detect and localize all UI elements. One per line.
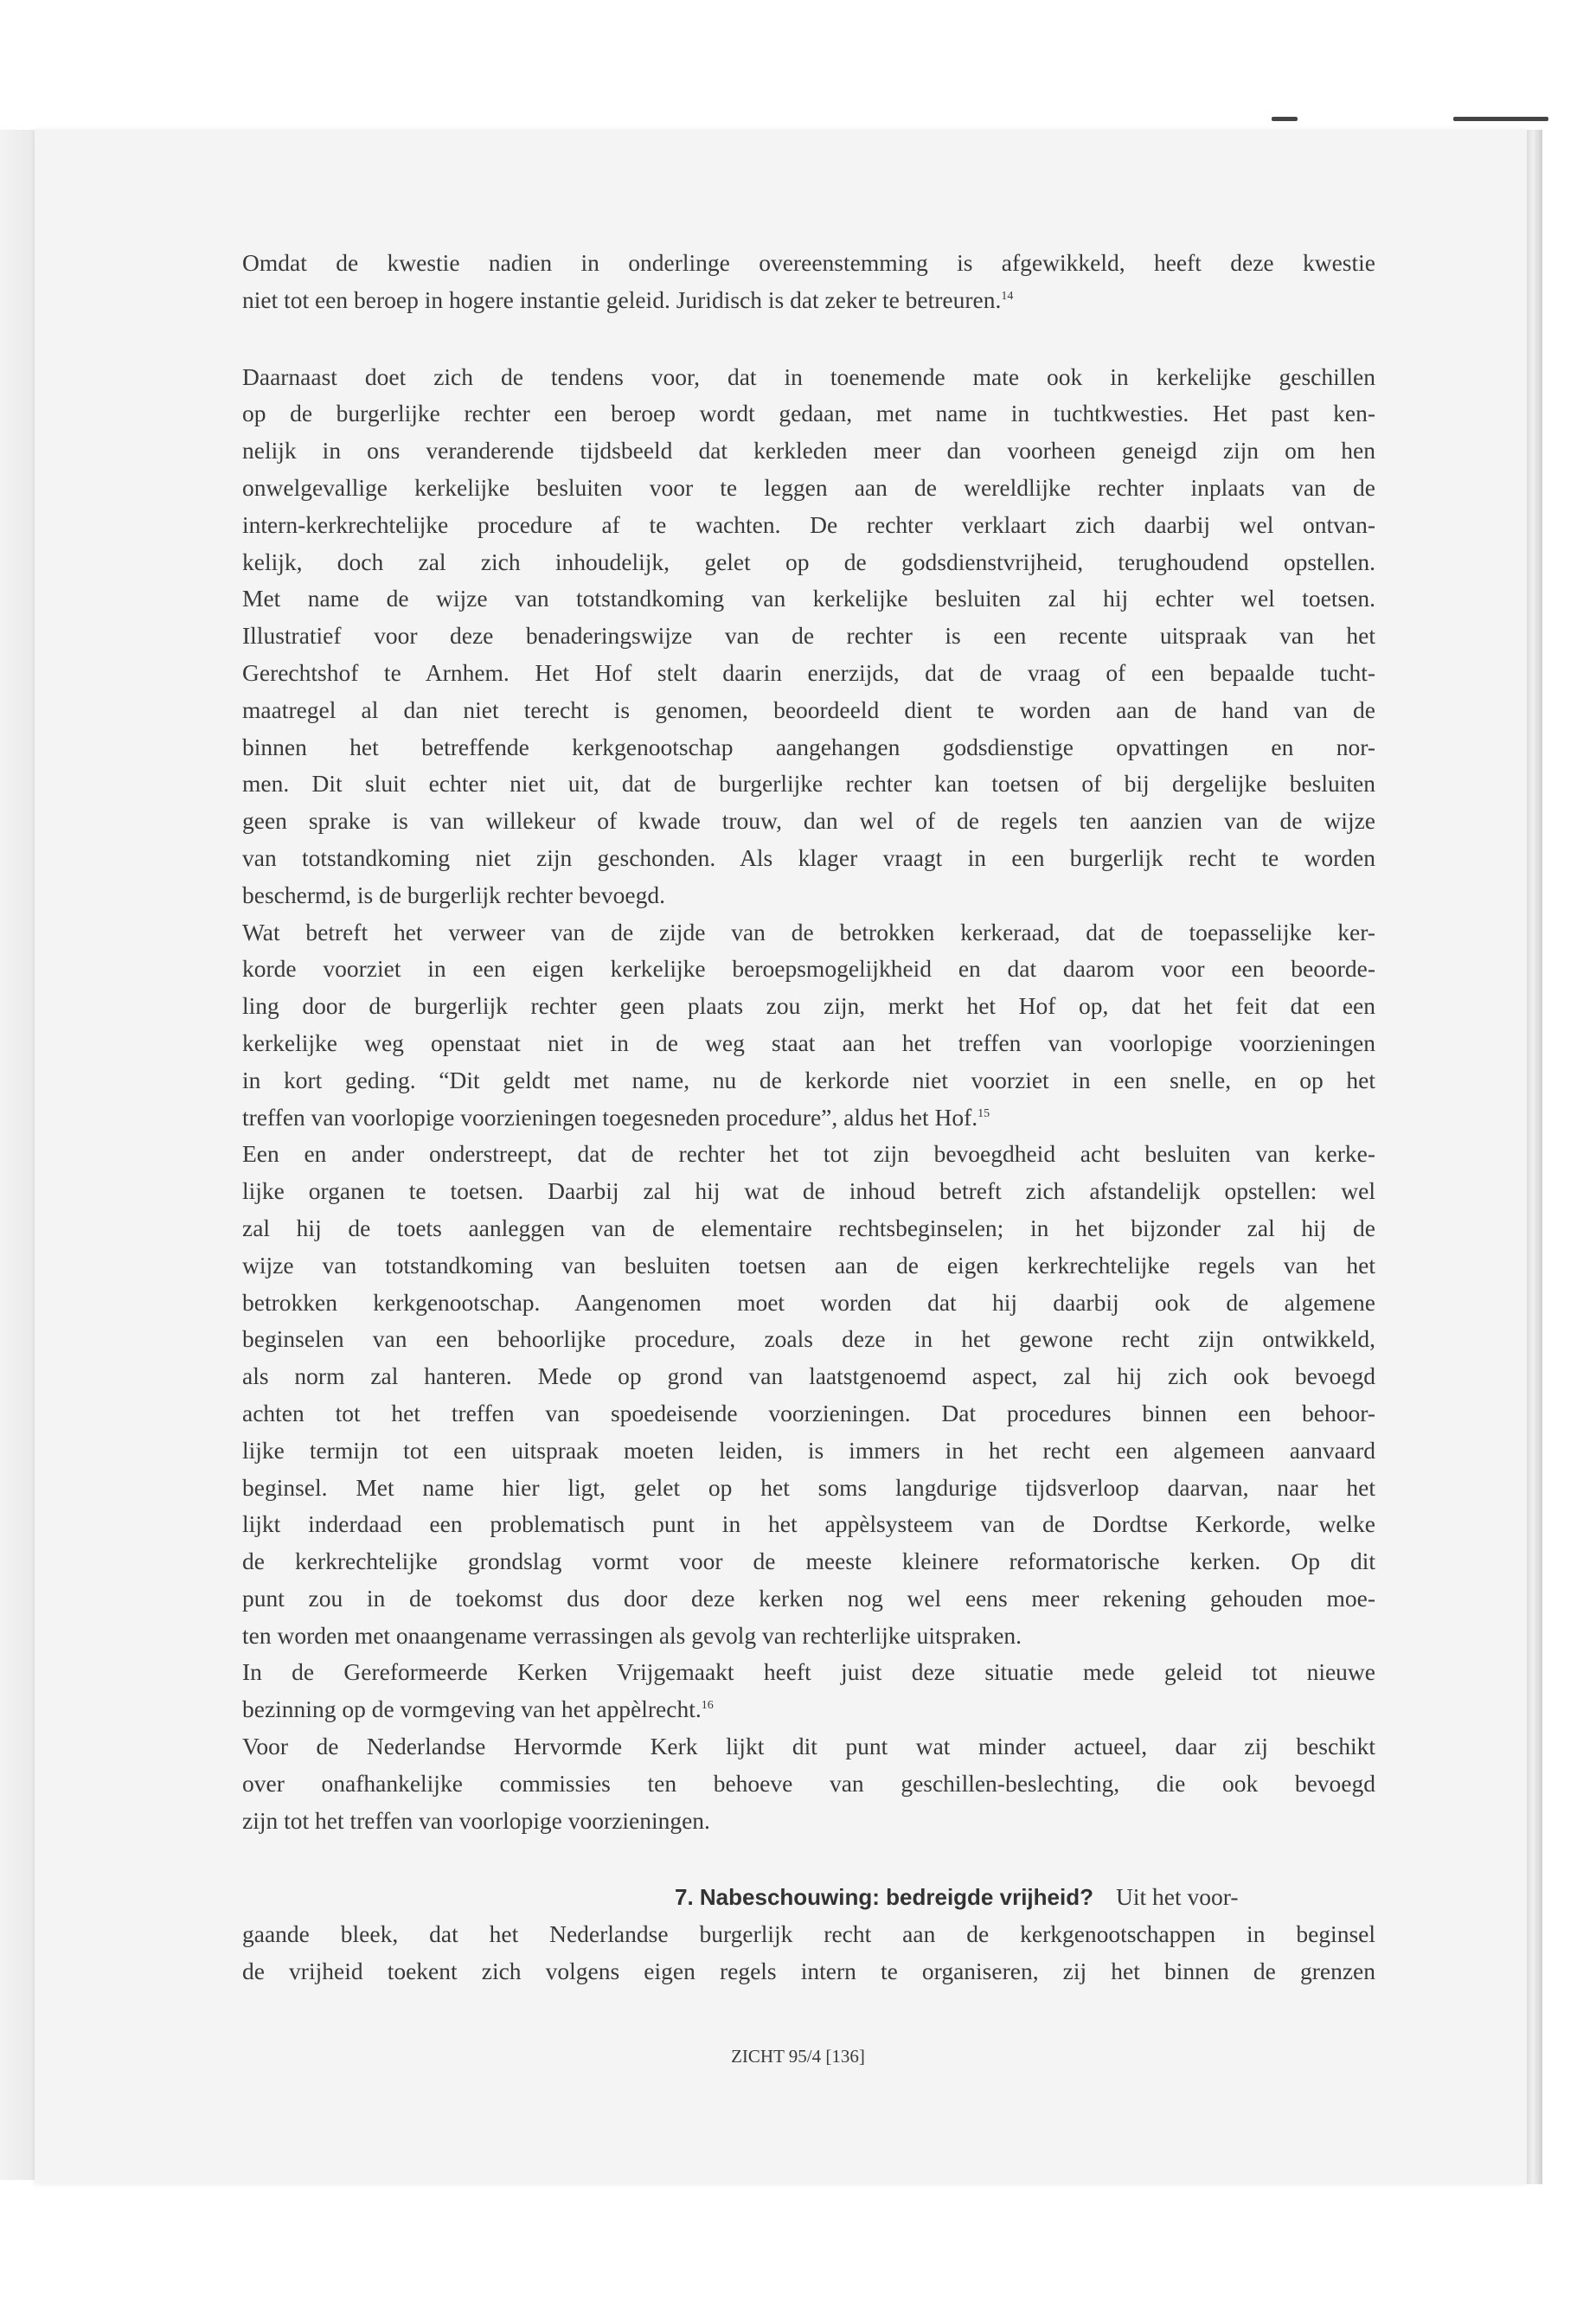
text-line: de kerkrechtelijke grondslag vormt voor de meeste kleinere reformatorische kerken. Op dit [242,1548,1375,1575]
text-line: als norm zal hanteren. Mede op grond van laatstgenoemd aspect, zal hij zich ook bevoegd [242,1362,1375,1390]
text-line: intern-kerkrechtelijke procedure af te wachten. De rechter verklaart zich daarbij wel ontvan- [242,510,1375,538]
text-line: Wat betreft het verweer van de zijde van de betrokken kerkeraad, dat de toepasselijke ker- [242,918,1375,945]
text-line: beginselen van een behoorlijke procedure, zoals deze in het gewone recht zijn ontwikkeld, [242,1325,1375,1353]
paragraph [242,359,1375,914]
text-line: beschermd, is de burgerlijk rechter bevoegd. [242,881,665,908]
text-line: nelijk in ons veranderende tijdsbeeld dat kerkleden meer dan voorheen geneigd zijn om hen [242,437,1375,465]
paragraph [242,245,1375,319]
text-line: korde voorziet in een eigen kerkelijke beroepsmogelijkheid en dat daarom voor een beoorde- [242,955,1375,983]
text-line: Gerechtshof te Arnhem. Het Hof stelt daarin enerzijds, dat de vraag of een bepaalde tucht- [242,658,1375,686]
text-line: op de burgerlijke rechter een beroep wordt gedaan, met name in tuchtkwesties. Het past ken- [242,400,1375,427]
footnote-marker: 14 [1001,289,1014,303]
text-line: kelijk, doch zal zich inhoudelijk, gelet op de godsdienstvrijheid, terughoudend opstellen. [242,548,1375,575]
page-footer: ZICHT 95/4 [136] [731,2046,865,2067]
text-line: binnen het betreffende kerkgenootschap aangehangen godsdienstige opvattingen en nor- [242,733,1375,760]
section-first-line [242,1879,1375,1916]
text-line: ling door de burgerlijk rechter geen plaats zou zijn, merkt het Hof op, dat het feit dat een [242,992,1375,1020]
paragraph [242,914,1375,1137]
paragraph [242,1654,1375,1728]
text-line: Omdat de kwestie nadien in onderlinge overeenstemming is afgewikkeld, heeft deze kwestie [242,249,1375,276]
text-line: Voor de Nederlandse Hervormde Kerk lijkt dit punt wat minder actueel, daar zij beschikt [242,1733,1375,1760]
body-text [242,245,1375,1990]
text-line: in kort geding. “Dit geldt met name, nu de kerkorde niet voorziet in een snelle, en op het [242,1066,1375,1093]
section-7 [242,1879,1375,1990]
text-line: achten tot het treffen van spoedeisende voorzieningen. Dat procedures binnen een behoor- [242,1399,1375,1426]
text-line: bezinning op de vormgeving van het appèlrecht.$^{16}$ [242,1695,714,1723]
text-line: de vrijheid toekent zich volgens eigen regels intern te organiseren, zij het binnen de grenzen [242,1958,1375,1985]
text-line: Illustratief voor deze benaderingswijze van de rechter is een recente uitspraak van het [242,622,1375,650]
page-clip-mark [1453,117,1548,121]
text-line: zal hij de toets aanleggen van de elementaire rechtsbeginselen; in het bijzonder zal hij de [242,1214,1375,1241]
text-line: geen sprake is van willekeur of kwade trouw, dan wel of de regels ten aanzien van de wijze [242,807,1375,835]
text-line: In de Gereformeerde Kerken Vrijgemaakt heeft juist deze situatie mede geleid tot nieuwe [242,1658,1375,1686]
text-line: onwelgevallige kerkelijke besluiten voor te leggen aan de wereldlijke rechter inplaats van de [242,473,1375,501]
footnote-marker: 16 [701,1699,714,1713]
text-line: lijke termijn tot een uitspraak moeten leiden, is immers in het recht een algemeen aanvaard [242,1436,1375,1464]
paragraph [242,1136,1375,1654]
section-heading: 7. Nabeschouwing: bedreigde vrijheid? [675,1884,1093,1911]
text-line: wijze van totstandkoming van besluiten toetsen aan de eigen kerkrechtelijke regels van het [242,1251,1375,1279]
text-line: treffen van voorlopige voorzieningen toegesneden procedure”, aldus het Hof.$^{15}$ [242,1103,990,1131]
text-line: kerkelijke weg openstaat niet in de weg staat aan het treffen van voorlopige voorzieningen [242,1029,1375,1056]
paragraph-gap [242,319,1375,359]
text-line: over onafhankelijke commissies ten behoeve van geschillen-beslechting, die ook bevoegd [242,1769,1375,1797]
text-line: beginsel. Met name hier ligt, gelet op het soms langdurige tijdsverloop daarvan, naar het [242,1473,1375,1501]
text-line: Daarnaast doet zich de tendens voor, dat in toenemende mate ook in kerkelijke geschillen [242,362,1375,390]
text-line: punt zou in de toekomst dus door deze kerken nog wel eens meer rekening gehouden moe- [242,1584,1375,1612]
paragraph-gap [242,1839,1375,1879]
text-line: Met name de wijze van totstandkoming van kerkelijke besluiten zal hij echter wel toetsen. [242,585,1375,612]
text-line: ten worden met onaangename verrassingen als gevolg van rechterlijke uitspraken. [242,1621,1022,1649]
footnote-marker: 15 [977,1106,990,1120]
text-line: gaande bleek, dat het Nederlandse burgerlijk recht aan de kerkgenootschappen in beginsel [242,1920,1375,1948]
text-line: van totstandkoming niet zijn geschonden. Als klager vraagt in een burgerlijk recht te worden [242,843,1375,871]
text-line: maatregel al dan niet terecht is genomen, beoordeeld dient te worden aan de hand van de [242,695,1375,723]
page-top-mark [1272,117,1298,121]
text-line: zijn tot het treffen van voorlopige voorzieningen. [242,1806,710,1834]
text-line: Een en ander onderstreept, dat de rechter het tot zijn bevoegdheid acht besluiten van kerke- [242,1140,1375,1168]
book-page-edge [1527,130,1542,2184]
paragraph [242,1728,1375,1839]
text-line: betrokken kerkgenootschap. Aangenomen moet worden dat hij daarbij ook de algemene [242,1288,1375,1316]
text-line: men. Dit sluit echter niet uit, dat de burgerlijke rechter kan toetsen of bij dergelijke besluiten [242,770,1375,798]
section-first-line-rest: Uit het voor- [1115,1883,1239,1911]
text-line: lijkt inderdaad een problematisch punt in het appèlsysteem van de Dordtse Kerkorde, welke [242,1510,1375,1538]
text-line: niet tot een beroep in hogere instantie geleid. Juridisch is dat zeker te betreuren.$^{14}$ [242,285,1014,313]
text-line: lijke organen te toetsen. Daarbij zal hij wat de inhoud betreft zich afstandelijk opstellen: wel [242,1177,1375,1205]
